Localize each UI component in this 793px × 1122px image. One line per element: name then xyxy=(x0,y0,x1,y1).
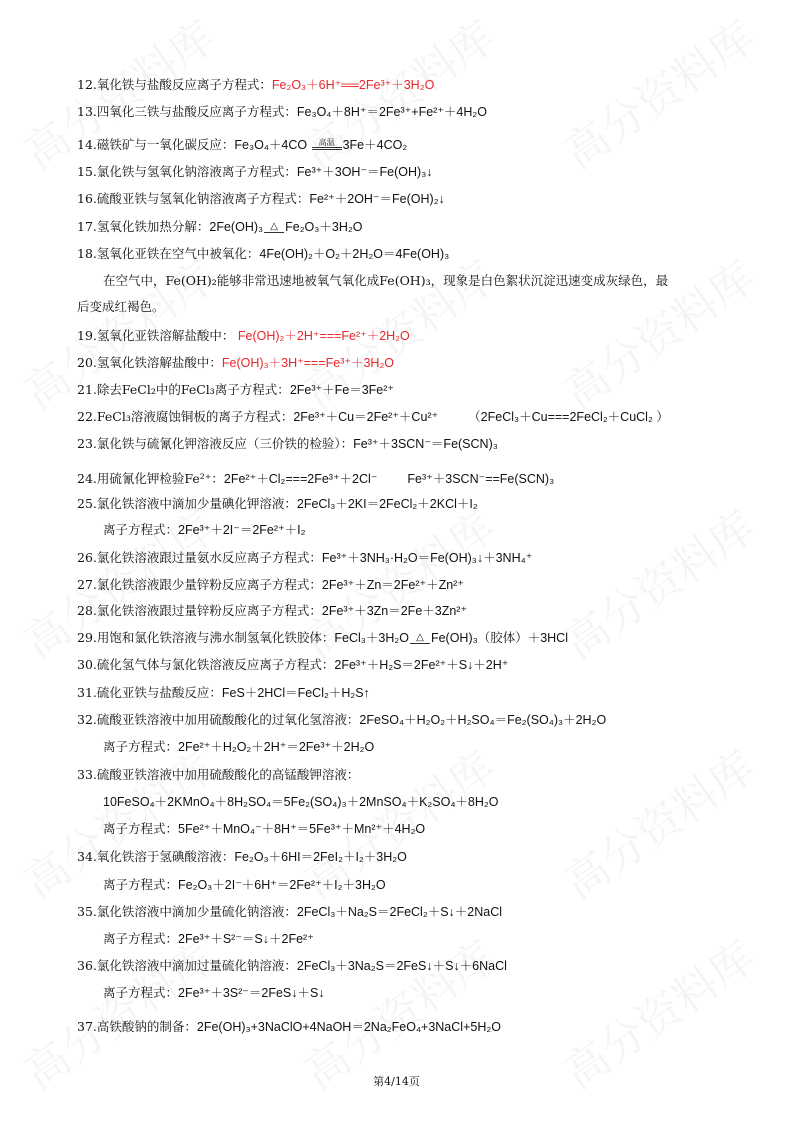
equation-line xyxy=(77,190,445,208)
equation: 5Fe²⁺＋MnO₄⁻＋8H⁺＝5Fe³⁺＋Mn²⁺＋4H₂O xyxy=(178,822,426,836)
equation-line xyxy=(77,470,554,488)
equation-line xyxy=(77,629,568,647)
line-label: 20.氢氧化铁溶解盐酸中： xyxy=(77,355,222,370)
equation: 2Fe³⁺＋Cu＝2Fe²⁺＋Cu²⁺ xyxy=(293,410,439,424)
equation: 2Fe³⁺＋3Zn＝2Fe＋3Zn²⁺ xyxy=(321,604,468,618)
equation-line xyxy=(77,218,362,236)
equation-line xyxy=(77,245,449,263)
equation: Fe³⁺＋3OH⁻＝Fe(OH)₃↓ xyxy=(296,165,433,179)
line-label: 25.氯化铁溶液中滴加少量碘化钾溶液： xyxy=(77,496,297,511)
equation-line xyxy=(77,163,433,181)
line-label: 19.氢氧化亚铁溶解盐酸中： xyxy=(77,328,235,343)
equation-line xyxy=(77,766,359,784)
equation-line xyxy=(77,903,502,921)
equation-line xyxy=(77,957,507,975)
reaction-condition: △ xyxy=(410,633,430,644)
equation: 2Fe²⁺＋H₂O₂＋2H⁺＝2Fe³⁺＋2H₂O xyxy=(178,740,375,754)
equation-line xyxy=(77,549,532,567)
equation-line xyxy=(77,136,407,154)
equation-products: 3Fe＋4CO₂ xyxy=(342,138,408,152)
line-label: 36.氯化铁溶液中滴加过量硫化钠溶液： xyxy=(77,958,297,973)
line-label: 34.氧化铁溶于氢碘酸溶液： xyxy=(77,849,235,864)
equation-line xyxy=(77,848,407,866)
line-label: 16.硫酸亚铁与氢氧化钠溶液离子方程式： xyxy=(77,191,310,206)
equation-extra: Fe³⁺＋3SCN⁻==Fe(SCN)₃ xyxy=(407,472,555,486)
equation: 2Fe³⁺＋2I⁻＝2Fe²⁺＋I₂ xyxy=(178,523,306,537)
line-label: 23.氯化铁与硫氰化钾溶液反应（三价铁的检验）： xyxy=(77,436,354,451)
line-label: 24.用硫氰化钾检验Fe²⁺： xyxy=(77,471,224,486)
line-label: 26.氯化铁溶液跟过量氨水反应离子方程式： xyxy=(77,550,322,565)
equation: Fe³⁺＋3SCN⁻＝Fe(SCN)₃ xyxy=(353,437,498,451)
line-label: 离子方程式： xyxy=(103,522,179,537)
reaction-condition: △ xyxy=(264,222,284,233)
equation-line xyxy=(77,76,434,94)
equation: Fe(OH)₂＋2H⁺===Fe²⁺＋2H₂O xyxy=(234,329,410,343)
equation-line xyxy=(77,381,394,399)
equation-line xyxy=(103,984,325,1002)
equation-line xyxy=(77,576,464,594)
line-label: 离子方程式： xyxy=(103,985,179,1000)
equation-line xyxy=(77,327,410,345)
equation: 2Fe(OH)₃ xyxy=(209,220,264,234)
equation: 2Fe²⁺＋Cl₂===2Fe³⁺＋2Cl⁻ xyxy=(223,472,378,486)
equation: 2Fe³⁺＋3S²⁻＝2FeS↓＋S↓ xyxy=(178,986,325,1000)
equation: Fe₂O₃＋2I⁻＋6H⁺＝2Fe²⁺＋I₂＋3H₂O xyxy=(178,878,386,892)
equation-line xyxy=(77,1018,501,1036)
equation-line xyxy=(77,354,394,372)
equation: 2FeCl₃＋Na₂S＝2FeCl₂＋S↓＋2NaCl xyxy=(296,905,503,919)
equation-line xyxy=(77,103,487,121)
line-label: 35.氯化铁溶液中滴加少量硫化钠溶液： xyxy=(77,904,297,919)
equation-line xyxy=(103,876,386,894)
equation-products: Fe(OH)₃（胶体）＋3HCl xyxy=(430,631,568,645)
equation: Fe₃O₄＋4CO xyxy=(234,138,311,152)
line-label: 14.磁铁矿与一氧化碳反应： xyxy=(77,137,235,152)
equation: Fe(OH)₃＋3H⁺===Fe³⁺＋3H₂O xyxy=(221,356,395,370)
equation-line xyxy=(103,930,314,948)
watermark xyxy=(555,742,765,911)
equation-line xyxy=(77,408,669,426)
equation: 10FeSO₄＋2KMnO₄＋8H₂SO₄＝5Fe₂(SO₄)₃＋2MnSO₄＋K₂SO₄＋8H₂O xyxy=(103,795,499,809)
line-label: 21.除去FeCl₂中的FeCl₃离子方程式： xyxy=(77,382,290,397)
equation: 2Fe³⁺＋Fe＝3Fe²⁺ xyxy=(289,383,394,397)
line-label: 30.硫化氢气体与氯化铁溶液反应离子方程式： xyxy=(77,657,335,672)
equation: 2Fe³⁺＋H₂S＝2Fe²⁺＋S↓＋2H⁺ xyxy=(334,658,509,672)
equation: 2FeCl₃＋2KI＝2FeCl₂＋2KCl＋I₂ xyxy=(296,497,478,511)
reaction-condition: 高温 xyxy=(312,139,342,150)
equation-line xyxy=(77,435,498,453)
line-label: 31.硫化亚铁与盐酸反应： xyxy=(77,685,222,700)
line-label: 离子方程式： xyxy=(103,931,179,946)
line-label: 12.氧化铁与盐酸反应离子方程式： xyxy=(77,77,272,92)
line-label: 32.硫酸亚铁溶液中加用硫酸酸化的过氧化氢溶液： xyxy=(77,712,360,727)
page-number: 第4/14页 xyxy=(373,1075,420,1088)
equation: 2FeSO₄＋H₂O₂＋H₂SO₄＝Fe₂(SO₄)₃＋2H₂O xyxy=(359,713,607,727)
equation: 2FeCl₃＋3Na₂S＝2FeS↓＋S↓＋6NaCl xyxy=(296,959,507,973)
line-label: 离子方程式： xyxy=(103,821,179,836)
line-label: 28.氯化铁溶液跟过量锌粉反应离子方程式： xyxy=(77,603,322,618)
line-label: 15.氯化铁与氢氧化钠溶液离子方程式： xyxy=(77,164,297,179)
equation: FeCl₃＋3H₂O xyxy=(334,631,409,645)
equation: 2Fe(OH)₃+3NaClO+4NaOH＝2Na₂FeO₄+3NaCl+5H₂O xyxy=(196,1020,501,1034)
equation-products: Fe₂O₃＋3H₂O xyxy=(285,220,363,234)
equation: Fe³⁺＋3NH₃·H₂O＝Fe(OH)₃↓＋3NH₄⁺ xyxy=(321,551,533,565)
equation-line xyxy=(103,738,374,756)
equation-line xyxy=(103,793,498,811)
equation-line xyxy=(77,684,370,702)
watermark xyxy=(15,12,225,181)
equation: 2Fe³⁺＋S²⁻＝S↓＋2Fe²⁺ xyxy=(178,932,314,946)
line-label: 13.四氧化三铁与盐酸反应离子方程式： xyxy=(77,104,297,119)
equation-line xyxy=(77,656,508,674)
line-label: 17.氢氧化铁加热分解： xyxy=(77,219,210,234)
equation-line xyxy=(103,521,305,539)
line-label: 33.硫酸亚铁溶液中加用硫酸酸化的高锰酸钾溶液： xyxy=(77,767,360,782)
line-label: 27.氯化铁溶液跟少量锌粉反应离子方程式： xyxy=(77,577,322,592)
line-label: 37.高铁酸钠的制备： xyxy=(77,1019,197,1034)
equation-extra: （2FeCl₃＋Cu===2FeCl₂＋CuCl₂ ） xyxy=(468,410,669,424)
equation-line xyxy=(77,495,478,513)
equation-line xyxy=(77,602,467,620)
line-label: 29.用饱和氯化铁溶液与沸水制氢氧化铁胶体： xyxy=(77,630,335,645)
equation-line xyxy=(103,820,425,838)
equation: 4Fe(OH)₂＋O₂＋2H₂O＝4Fe(OH)₃ xyxy=(259,247,450,261)
equation: Fe₂O₃＋6H⁺══2Fe³⁺＋3H₂O xyxy=(271,78,435,92)
equation-line xyxy=(103,272,668,290)
line-label: 后变成红褐色。 xyxy=(77,299,165,314)
equation: Fe₂O₃＋6HI＝2FeI₂＋I₂＋3H₂O xyxy=(234,850,407,864)
watermark xyxy=(555,12,765,181)
equation: 2Fe³⁺＋Zn＝2Fe²⁺＋Zn²⁺ xyxy=(321,578,464,592)
equation: Fe²⁺＋2OH⁻＝Fe(OH)₂↓ xyxy=(309,192,445,206)
equation-line xyxy=(77,711,606,729)
watermark xyxy=(555,502,765,671)
line-label: 22.FeCl₃溶液腐蚀铜板的离子方程式： xyxy=(77,409,294,424)
line-label: 离子方程式： xyxy=(103,739,179,754)
equation-line xyxy=(77,298,165,316)
equation: FeS＋2HCl＝FeCl₂＋H₂S↑ xyxy=(221,686,370,700)
line-label: 18.氢氧化亚铁在空气中被氧化： xyxy=(77,246,260,261)
equation: Fe₃O₄＋8H⁺＝2Fe³⁺+Fe²⁺＋4H₂O xyxy=(296,105,487,119)
line-label: 离子方程式： xyxy=(103,877,179,892)
watermark xyxy=(295,12,505,181)
line-label: 在空气中，Fe(OH)₂能够非常迅速地被氧气氧化成Fe(OH)₃，现象是白色絮状沉淀迅速变成灰绿色，最 xyxy=(103,273,669,288)
